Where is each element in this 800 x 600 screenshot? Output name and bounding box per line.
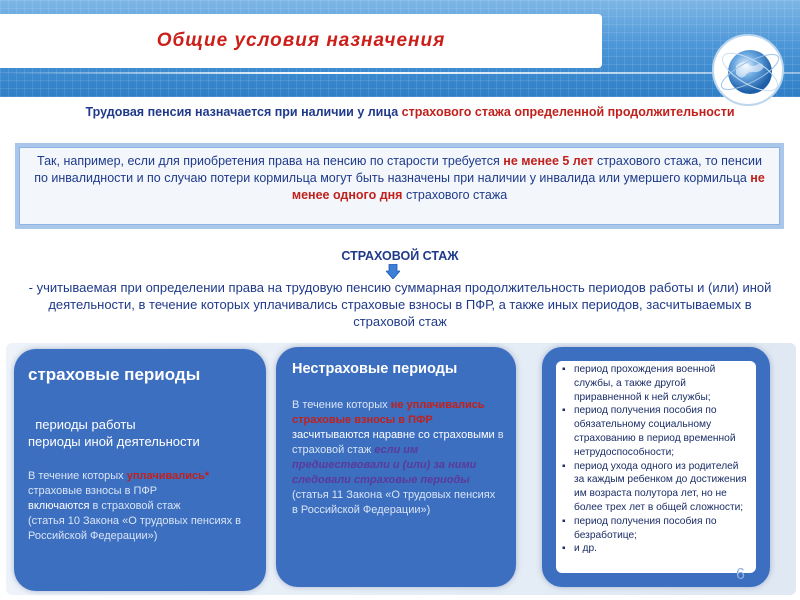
desc-part: В течение которых	[28, 470, 127, 482]
desc-law-reference: (статья 11 Закона «О трудовых пенсиях в Российской Федерации»)	[292, 489, 496, 516]
insurance-periods-title: страховые периоды	[28, 365, 201, 384]
desc-highlight-not-paid: не уплачивались страховые взносы в ПФР	[292, 399, 485, 426]
noninsurance-list-box	[542, 347, 770, 587]
page-number: 6	[736, 566, 745, 583]
desc-part: в страховой стаж	[292, 429, 504, 456]
definition-text: - учитываемая при определении права на трудовую пенсию суммарная продолжительность периодов работы и (или) иной деятельности, в течение которых уплачивались страховые взносы в ПФР, а также иных периодов, засчитываемых в страховой стаж	[28, 280, 772, 329]
list-item: ▪ период ухода одного из родителей за каждым ребенком до достижения им возраста полутора лет, но не более трех лет в общей сложности;	[562, 460, 750, 515]
insurance-periods-box	[14, 349, 266, 591]
lead-highlight: страхового стажа определенной продолжительности	[401, 105, 735, 119]
period-other-activity: периоды иной деятельности	[28, 434, 200, 449]
desc-included: включаются	[28, 500, 90, 512]
title-box	[0, 14, 602, 68]
noninsurance-list	[562, 363, 750, 556]
example-part: Так, например, если для приобретения права на пенсию по старости требуется	[37, 154, 504, 168]
insurance-periods-list	[28, 416, 200, 450]
arrow-down-icon	[386, 264, 400, 279]
desc-part: страховые взносы в ПФР	[28, 485, 158, 497]
example-part: страхового стажа	[402, 188, 508, 202]
lead-text: Трудовая пенсия назначается при наличии у лица	[85, 105, 402, 119]
example-box	[15, 143, 784, 229]
lead-statement	[60, 104, 760, 121]
example-highlight-one-day: не менее одного дня	[291, 171, 765, 202]
desc-law-reference: (статья 10 Закона «О трудовых пенсиях в Российской Федерации»)	[28, 515, 241, 542]
slide-title: Общие условия назначения	[156, 30, 446, 51]
desc-part: наравне со страховыми	[369, 429, 498, 441]
desc-condition: если им предшествовали и (или) за ними следовали страховые периоды	[292, 444, 477, 486]
desc-part: в страховой стаж	[89, 500, 181, 512]
globe-icon	[712, 34, 784, 106]
insurance-periods-description	[28, 469, 248, 544]
section-heading: СТРАХОВОЙ СТАЖ	[341, 249, 459, 263]
list-item: ▪ период получения пособия по обязательному социальному страхованию в период временной нетрудоспособности;	[562, 404, 750, 459]
noninsurance-periods-description	[292, 398, 504, 518]
period-work	[28, 416, 200, 433]
example-text	[19, 147, 780, 225]
desc-part: В течение которых	[292, 399, 391, 411]
desc-highlight-paid: уплачивались*	[126, 470, 210, 482]
period-work-label: периоды работы	[35, 417, 136, 432]
noninsurance-periods-title: Нестраховые периоды	[292, 361, 458, 377]
list-item: ▪ период прохождения военной службы, а также другой приравненной к ней службы;	[562, 363, 750, 404]
header-band	[0, 0, 800, 97]
header-divider	[0, 72, 800, 74]
noninsurance-periods-box	[276, 347, 516, 587]
list-item: ▪ период получения пособия по безработице;	[562, 515, 750, 543]
list-item: ▪ и др.	[562, 542, 750, 556]
example-highlight-5-years: не менее 5 лет	[503, 154, 594, 168]
desc-counted: засчитываются	[292, 429, 370, 441]
example-part: страхового стажа, то пенсии по инвалидности и по случаю потери кормильца могут быть назначены при наличии у инвалида или умершего кормильца	[34, 154, 762, 185]
